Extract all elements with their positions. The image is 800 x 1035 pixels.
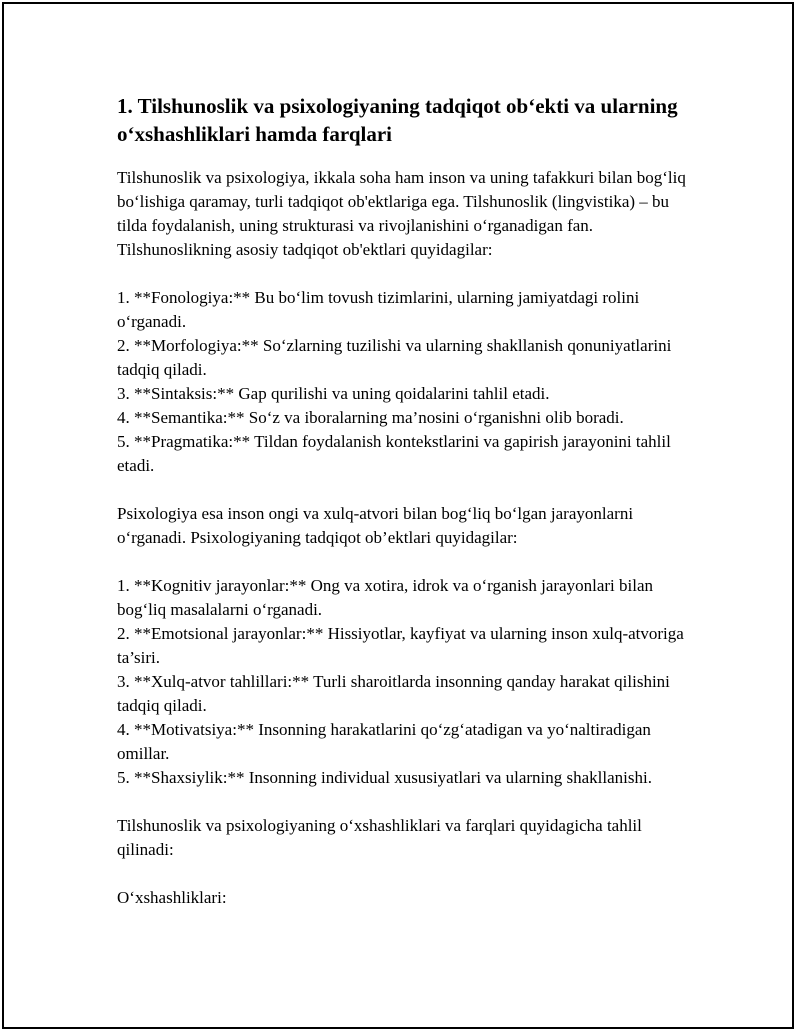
list-item: 1. **Kognitiv jarayonlar:** Ong va xotira, idrok va o‘rganish jarayonlari bilan bog‘liq masalalarni o‘rganadi. bbox=[117, 576, 653, 619]
psychology-list bbox=[117, 574, 697, 790]
document-body bbox=[117, 92, 697, 934]
list-item: 3. **Xulq-atvor tahlillari:** Turli sharoitlarda insonning qanday harakat qilishini tadqiq qiladi. bbox=[117, 672, 670, 715]
comparison-paragraph: Tilshunoslik va psixologiyaning o‘xshashliklari va farqlari quyidagicha tahlil qilinadi: bbox=[117, 816, 642, 859]
linguistics-list bbox=[117, 286, 697, 478]
list-item: 2. **Morfologiya:** So‘zlarning tuzilishi va ularning shakllanish qonuniyatlarini tadqiq qiladi. bbox=[117, 336, 672, 379]
intro-paragraph: Tilshunoslik va psixologiya, ikkala soha ham inson va uning tafakkuri bilan bog‘liq bo‘lishiga qaramay, turli tadqiqot ob'ektlariga ega. Tilshunoslik (lingvistika) – bu tilda foydalanish, uning strukturasi va rivojlanishini o‘rganadigan fan. Tilshunoslikning asosiy tadqiqot ob'ektlari quyidagilar: bbox=[117, 168, 686, 259]
list-item: 5. **Shaxsiylik:** Insonning individual xususiyatlari va ularning shakllanishi. bbox=[117, 768, 652, 787]
similarities-heading: O‘xshashliklari: bbox=[117, 888, 227, 907]
psychology-intro-paragraph: Psixologiya esa inson ongi va xulq-atvori bilan bog‘liq bo‘lgan jarayonlarni o‘rganadi. Psixologiyaning tadqiqot ob’ektlari quyidagilar: bbox=[117, 504, 634, 547]
list-item: 3. **Sintaksis:** Gap qurilishi va uning qoidalarini tahlil etadi. bbox=[117, 384, 550, 403]
list-item: 2. **Emotsional jarayonlar:** Hissiyotlar, kayfiyat va ularning inson xulq-atvoriga ta’siri. bbox=[117, 624, 684, 667]
list-item: 4. **Semantika:** So‘z va iboralarning ma’nosini o‘rganishni olib boradi. bbox=[117, 408, 624, 427]
list-item: 1. **Fonologiya:** Bu bo‘lim tovush tizimlarini, ularning jamiyatdagi rolini o‘rganadi. bbox=[117, 288, 640, 331]
document-title: 1. Tilshunoslik va psixologiyaning tadqiqot ob‘ekti va ularning o‘xshashliklari hamda farqlari bbox=[117, 94, 678, 146]
list-item: 4. **Motivatsiya:** Insonning harakatlarini qo‘zg‘atadigan va yo‘naltiradigan omillar. bbox=[117, 720, 651, 763]
list-item: 5. **Pragmatika:** Tildan foydalanish kontekstlarini va gapirish jarayonini tahlil etadi. bbox=[117, 432, 671, 475]
